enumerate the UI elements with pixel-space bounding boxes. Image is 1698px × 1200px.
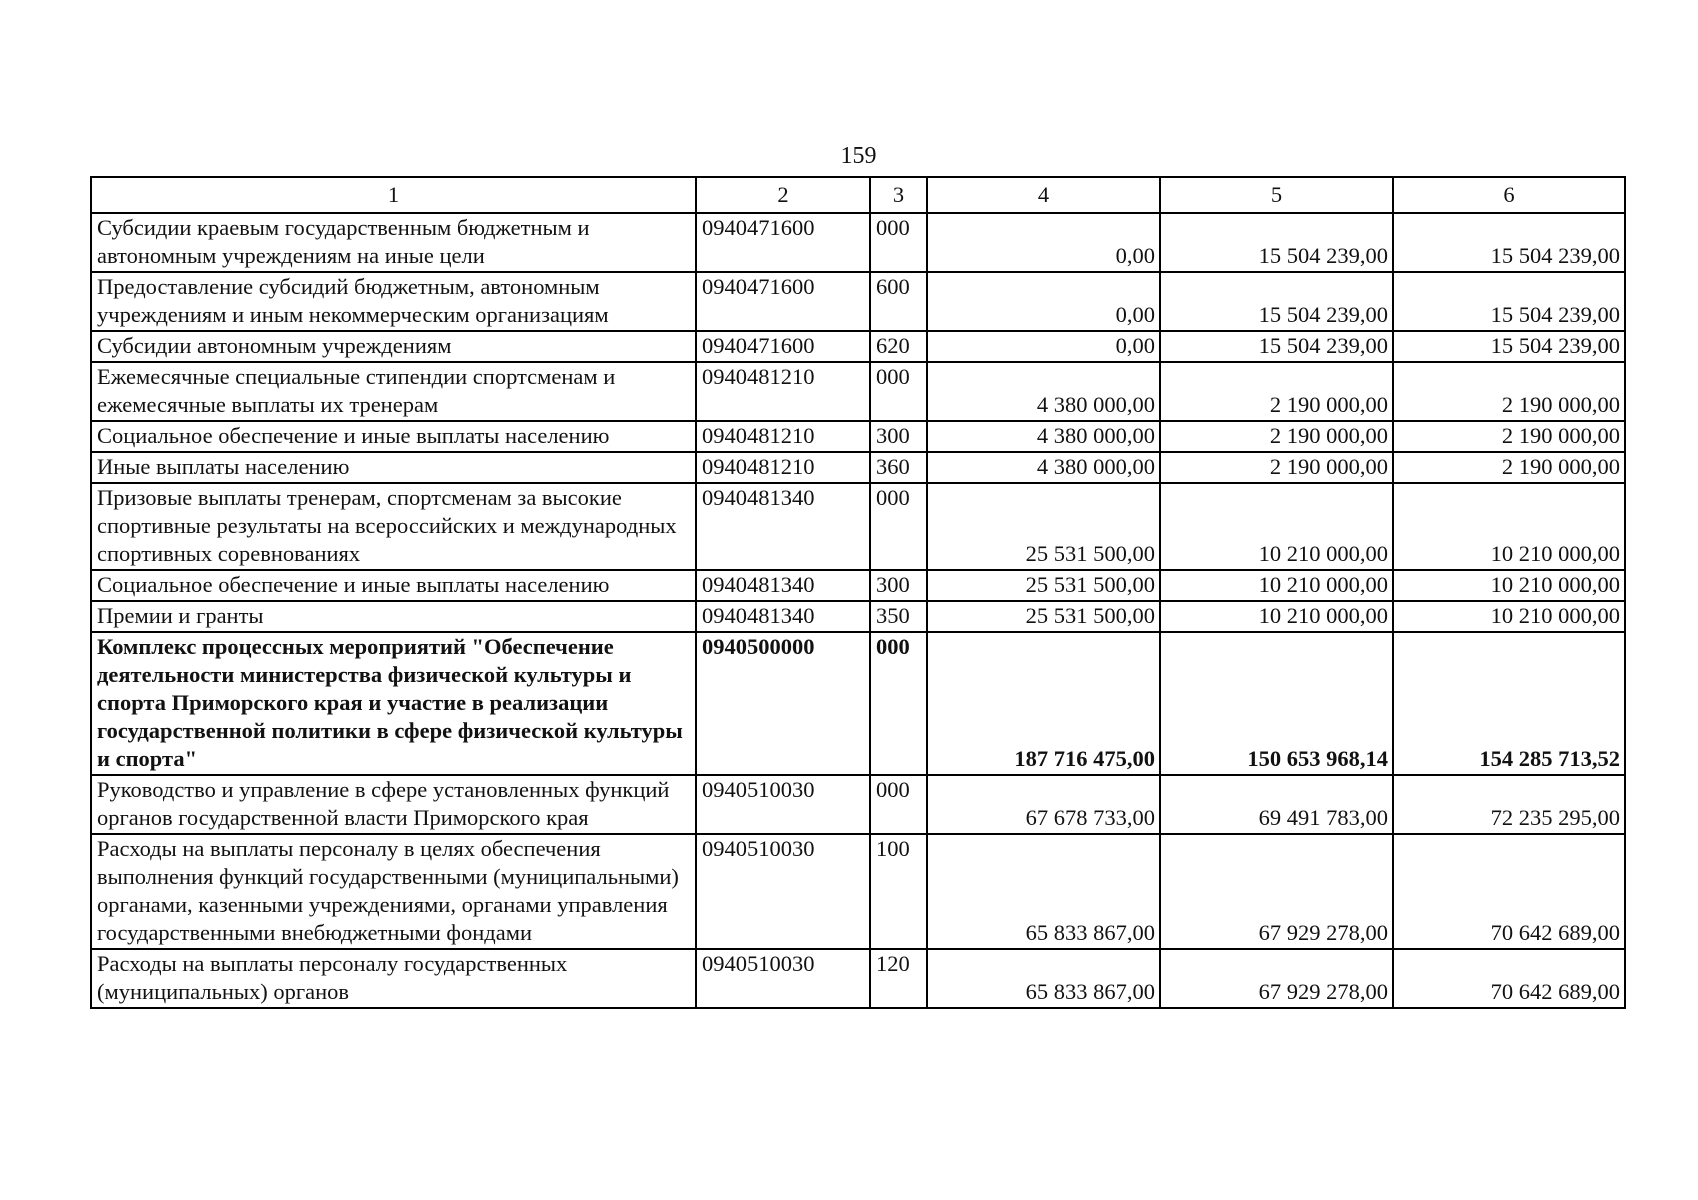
- row-amount-col4: 4 380 000,00: [927, 452, 1160, 483]
- column-number-6: 6: [1393, 177, 1625, 213]
- row-amount-col4: 0,00: [927, 272, 1160, 331]
- row-expense-type: 000: [870, 213, 927, 272]
- table-row: [91, 272, 1625, 331]
- row-name: Расходы на выплаты персоналу государственных (муниципальных) органов: [91, 949, 696, 1008]
- table-row: [91, 421, 1625, 452]
- row-name: Руководство и управление в сфере установленных функций органов государственной власти Приморского края: [91, 775, 696, 834]
- column-number-5: 5: [1160, 177, 1393, 213]
- row-name: Призовые выплаты тренерам, спортсменам за высокие спортивные результаты на всероссийских и международных спортивных соревнованиях: [91, 483, 696, 570]
- row-name: Социальное обеспечение и иные выплаты населению: [91, 570, 696, 601]
- row-amount-col6: 15 504 239,00: [1393, 272, 1625, 331]
- row-amount-col4: 25 531 500,00: [927, 570, 1160, 601]
- row-name: Субсидии автономным учреждениям: [91, 331, 696, 362]
- row-amount-col5: 2 190 000,00: [1160, 362, 1393, 421]
- row-target-code: 0940481340: [696, 483, 870, 570]
- row-expense-type: 100: [870, 834, 927, 949]
- row-name: Социальное обеспечение и иные выплаты населению: [91, 421, 696, 452]
- table-row: [91, 775, 1625, 834]
- row-amount-col4: 25 531 500,00: [927, 483, 1160, 570]
- table-row: [91, 213, 1625, 272]
- row-amount-col4: 25 531 500,00: [927, 601, 1160, 632]
- row-expense-type: 000: [870, 632, 927, 775]
- table-row: [91, 331, 1625, 362]
- row-amount-col5: 10 210 000,00: [1160, 601, 1393, 632]
- row-amount-col5: 2 190 000,00: [1160, 421, 1393, 452]
- row-name: Расходы на выплаты персоналу в целях обеспечения выполнения функций государственными (муниципальными) органами, казенными учреждениями, органами управления государственными внебюджетными фондами: [91, 834, 696, 949]
- row-target-code: 0940471600: [696, 272, 870, 331]
- row-amount-col6: 154 285 713,52: [1393, 632, 1625, 775]
- column-number-4: 4: [927, 177, 1160, 213]
- row-amount-col6: 15 504 239,00: [1393, 331, 1625, 362]
- row-target-code: 0940481210: [696, 421, 870, 452]
- row-name: Иные выплаты населению: [91, 452, 696, 483]
- table-row: [91, 601, 1625, 632]
- row-amount-col4: 0,00: [927, 331, 1160, 362]
- row-name: Предоставление субсидий бюджетным, автономным учреждениям и иным некоммерческим организациям: [91, 272, 696, 331]
- table-row: [91, 452, 1625, 483]
- column-number-2: 2: [696, 177, 870, 213]
- row-name: Субсидии краевым государственным бюджетным и автономным учреждениям на иные цели: [91, 213, 696, 272]
- row-amount-col4: 0,00: [927, 213, 1160, 272]
- table-row: [91, 570, 1625, 601]
- page-number: 159: [840, 143, 877, 169]
- budget-table: [90, 176, 1626, 1009]
- row-expense-type: 000: [870, 362, 927, 421]
- column-number-3: 3: [870, 177, 927, 213]
- row-amount-col6: 10 210 000,00: [1393, 601, 1625, 632]
- row-amount-col6: 70 642 689,00: [1393, 949, 1625, 1008]
- row-target-code: 0940510030: [696, 949, 870, 1008]
- row-expense-type: 600: [870, 272, 927, 331]
- row-target-code: 0940471600: [696, 331, 870, 362]
- row-expense-type: 350: [870, 601, 927, 632]
- row-target-code: 0940481340: [696, 570, 870, 601]
- row-name: Ежемесячные специальные стипендии спортсменам и ежемесячные выплаты их тренерам: [91, 362, 696, 421]
- row-expense-type: 300: [870, 570, 927, 601]
- row-amount-col6: 10 210 000,00: [1393, 570, 1625, 601]
- row-amount-col5: 15 504 239,00: [1160, 331, 1393, 362]
- table-row: [91, 362, 1625, 421]
- row-amount-col4: 65 833 867,00: [927, 834, 1160, 949]
- row-amount-col5: 2 190 000,00: [1160, 452, 1393, 483]
- row-amount-col6: 70 642 689,00: [1393, 834, 1625, 949]
- row-amount-col6: 2 190 000,00: [1393, 452, 1625, 483]
- row-target-code: 0940471600: [696, 213, 870, 272]
- row-amount-col5: 150 653 968,14: [1160, 632, 1393, 775]
- row-target-code: 0940481340: [696, 601, 870, 632]
- row-amount-col5: 15 504 239,00: [1160, 272, 1393, 331]
- row-target-code: 0940481210: [696, 362, 870, 421]
- row-amount-col5: 10 210 000,00: [1160, 570, 1393, 601]
- row-target-code: 0940500000: [696, 632, 870, 775]
- row-amount-col4: 4 380 000,00: [927, 362, 1160, 421]
- row-amount-col5: 10 210 000,00: [1160, 483, 1393, 570]
- row-amount-col5: 15 504 239,00: [1160, 213, 1393, 272]
- row-amount-col4: 4 380 000,00: [927, 421, 1160, 452]
- row-target-code: 0940481210: [696, 452, 870, 483]
- row-expense-type: 120: [870, 949, 927, 1008]
- row-name: Премии и гранты: [91, 601, 696, 632]
- row-amount-col5: 67 929 278,00: [1160, 834, 1393, 949]
- row-expense-type: 300: [870, 421, 927, 452]
- row-amount-col4: 187 716 475,00: [927, 632, 1160, 775]
- row-amount-col5: 67 929 278,00: [1160, 949, 1393, 1008]
- table-row: [91, 949, 1625, 1008]
- row-expense-type: 360: [870, 452, 927, 483]
- column-number-1: 1: [91, 177, 696, 213]
- row-target-code: 0940510030: [696, 834, 870, 949]
- table-row: [91, 483, 1625, 570]
- column-number-row: [91, 177, 1625, 213]
- row-amount-col6: 2 190 000,00: [1393, 421, 1625, 452]
- row-amount-col4: 67 678 733,00: [927, 775, 1160, 834]
- table-row: [91, 632, 1625, 775]
- row-name: Комплекс процессных мероприятий "Обеспечение деятельности министерства физической культуры и спорта Приморского края и участие в реализации государственной политики в сфере физической культуры и спорта": [91, 632, 696, 775]
- row-amount-col6: 10 210 000,00: [1393, 483, 1625, 570]
- row-expense-type: 000: [870, 775, 927, 834]
- table-row: [91, 834, 1625, 949]
- row-amount-col6: 15 504 239,00: [1393, 213, 1625, 272]
- row-expense-type: 620: [870, 331, 927, 362]
- row-expense-type: 000: [870, 483, 927, 570]
- row-target-code: 0940510030: [696, 775, 870, 834]
- row-amount-col5: 69 491 783,00: [1160, 775, 1393, 834]
- row-amount-col4: 65 833 867,00: [927, 949, 1160, 1008]
- row-amount-col6: 72 235 295,00: [1393, 775, 1625, 834]
- row-amount-col6: 2 190 000,00: [1393, 362, 1625, 421]
